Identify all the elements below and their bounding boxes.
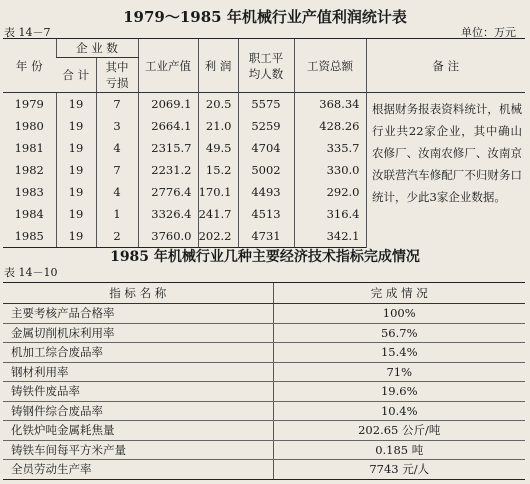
header-profit: 利 润 [198,39,238,93]
indicator-value: 7743 元/人 [273,460,525,480]
workers-cell: 5002 [238,159,294,181]
workers-cell: 4513 [238,203,294,225]
header-indicator: 指 标 名 称 [3,283,273,304]
loss-cell: 3 [96,115,138,137]
indicator-name: 金属切削机床利用率 [3,323,273,343]
remarks-note: 根据财务报表资料统计，机械行业共22家企业，其中确山农修厂、汝南农修厂、汝南京汝联营汽车修配厂不归财务口统计，少此3家企业数据。 [372,102,522,204]
loss-cell: 1 [96,203,138,225]
total-cell: 19 [56,115,96,137]
loss-cell: 7 [96,159,138,181]
output-cell: 3326.4 [138,203,198,225]
header-remarks: 备 注 [366,39,525,93]
year-cell: 1982 [14,163,44,177]
loss-cell: 2 [96,225,138,248]
wages-cell: 292.0 [294,181,366,203]
year-cell: 1980 [14,119,44,133]
workers-cell: 5259 [238,115,294,137]
table-row [3,323,525,343]
table1-number: 表 14－7 [4,26,51,39]
indicator-name: 化铁炉吨金属耗焦量 [3,421,273,441]
total-cell: 19 [56,181,96,203]
indicator-value: 19.6% [273,382,525,402]
indicator-name: 主要考核产品合格率 [3,304,273,324]
indicator-name: 全员劳动生产率 [3,460,273,480]
output-cell: 2231.2 [138,159,198,181]
total-cell: 19 [56,137,96,159]
wages-cell: 316.4 [294,203,366,225]
profit-cell: 15.2 [198,159,238,181]
table-row [3,401,525,421]
table1-unit: 单位：万元 [461,26,516,39]
profit-cell: 241.7 [198,203,238,225]
loss-cell: 7 [96,93,138,116]
indicator-value: 100% [273,304,525,324]
header-workers: 职工平均人数 [238,39,294,93]
table-row [3,304,525,324]
year-cell: 1984 [14,207,44,221]
indicator-name: 钢材利用率 [3,362,273,382]
profit-cell: 170.1 [198,181,238,203]
total-cell: 19 [56,225,96,248]
header-wages: 工资总额 [294,39,366,93]
year-cell: 1983 [14,185,44,199]
header-loss: 其中亏损 [96,58,138,93]
header-enterprise-count: 企 业 数 [56,39,138,58]
workers-cell: 5575 [238,93,294,116]
indicator-name: 铸铁件废品率 [3,382,273,402]
table-row [3,382,525,402]
output-cell: 2315.7 [138,137,198,159]
loss-cell: 4 [96,137,138,159]
indicator-value: 10.4% [273,401,525,421]
table2-number: 表 14－10 [4,266,58,279]
indicator-name: 机加工综合废品率 [3,343,273,363]
table-row [3,362,525,382]
wages-cell: 330.0 [294,159,366,181]
output-cell: 2776.4 [138,181,198,203]
loss-cell: 4 [96,181,138,203]
table-row [3,460,525,480]
table-row [3,343,525,363]
output-cell: 2069.1 [138,93,198,116]
header-year: 年 份 [3,39,56,93]
profit-cell: 49.5 [198,137,238,159]
indicator-table [3,282,525,480]
indicator-name: 铸铁车间每平方米产量 [3,440,273,460]
table1-title: 1979～1985 年机械行业产值利润统计表 [123,8,407,26]
year-cell: 1985 [3,225,56,248]
header-total: 合 计 [56,58,96,93]
table-row [3,421,525,441]
total-cell: 19 [56,203,96,225]
output-cell: 2664.1 [138,115,198,137]
wages-cell: 428.26 [294,115,366,137]
year-cell: 1979 [14,97,44,111]
header-output: 工业产值 [138,39,198,93]
workers-cell: 4493 [238,181,294,203]
indicator-value: 71% [273,362,525,382]
workers-cell: 4704 [238,137,294,159]
wages-cell: 368.34 [294,93,366,116]
table-row [3,440,525,460]
table2-title: 1985 年机械行业几种主要经济技术指标完成情况 [110,249,420,265]
indicator-value: 15.4% [273,343,525,363]
profit-cell: 21.0 [198,115,238,137]
total-cell: 19 [56,159,96,181]
year-cell: 1981 [14,141,44,155]
wages-cell: 335.7 [294,137,366,159]
indicator-value: 0.185 吨 [273,440,525,460]
total-cell: 19 [56,93,96,116]
indicator-value: 56.7% [273,323,525,343]
profit-cell: 20.5 [198,93,238,116]
header-status: 完 成 情 况 [273,283,525,304]
wages-cell: 342.1 [294,225,366,248]
output-cell: 3760.0 [138,225,198,248]
workers-cell: 4731 [238,225,294,248]
profit-cell: 202.2 [198,225,238,248]
indicator-value: 202.65 公斤/吨 [273,421,525,441]
indicator-name: 铸钢件综合废品率 [3,401,273,421]
